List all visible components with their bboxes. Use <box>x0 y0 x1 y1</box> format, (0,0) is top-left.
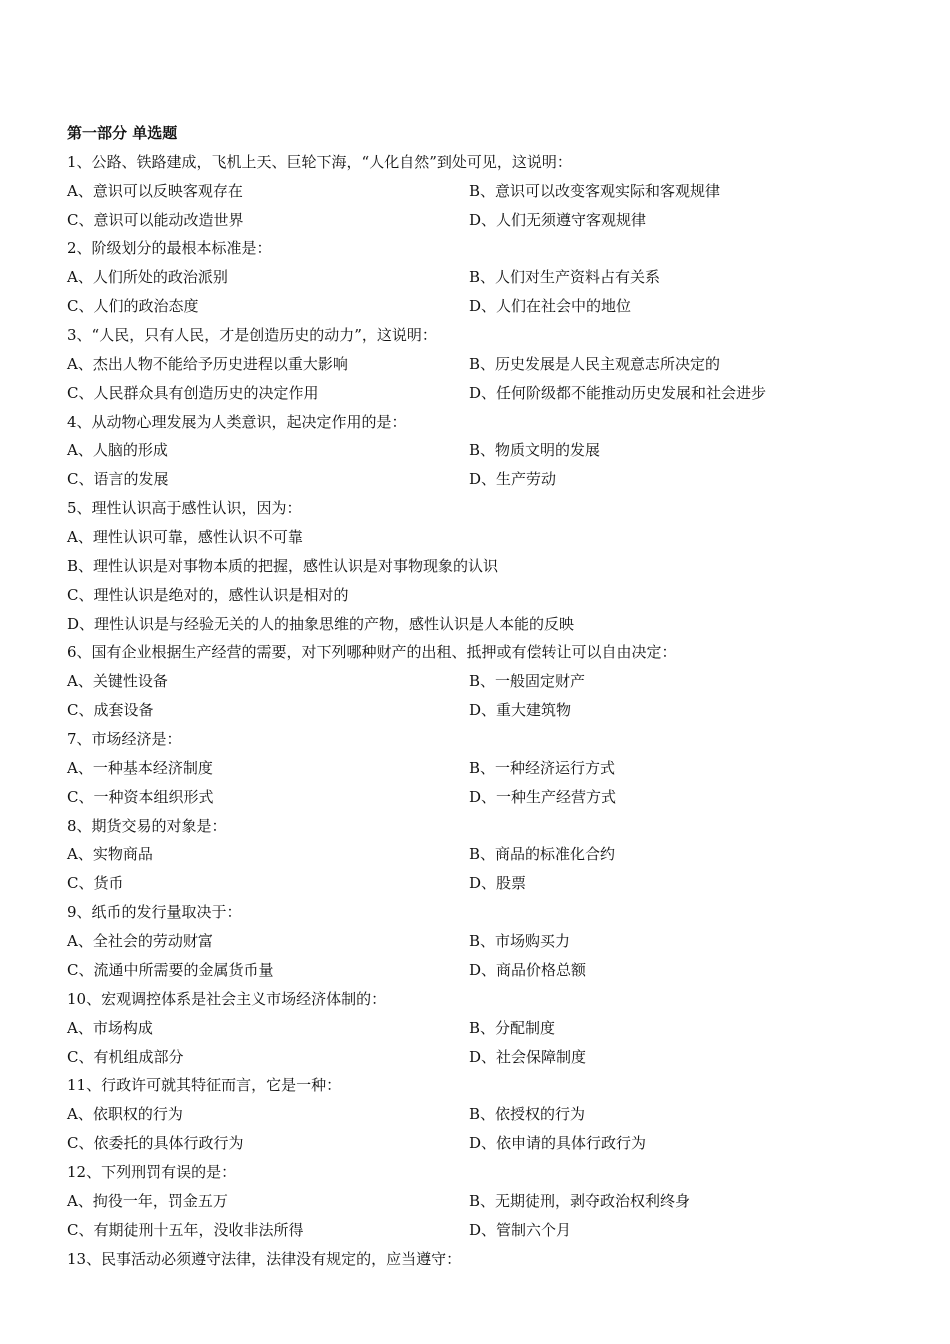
answer-option: A、依职权的行为 <box>67 1105 183 1124</box>
option-row <box>67 1043 887 1072</box>
option-row <box>67 840 887 869</box>
answer-option: B、物质文明的发展 <box>469 441 601 460</box>
question-stem: 6、国有企业根据生产经营的需要，对下列哪种财产的出租、抵押或有偿转让可以自由决定： <box>67 643 677 662</box>
answer-option: D、依申请的具体行政行为 <box>469 1134 647 1153</box>
answer-option: A、人们所处的政治派别 <box>67 268 228 287</box>
question-10 <box>67 985 887 1072</box>
answer-option: B、历史发展是人民主观意志所决定的 <box>469 354 721 373</box>
answer-option: B、一种经济运行方式 <box>469 758 616 777</box>
answer-option: C、货币 <box>67 874 124 893</box>
option-row <box>67 465 887 494</box>
question-stem: 12、下列刑罚有误的是： <box>67 1162 237 1181</box>
question-stem: 4、从动物心理发展为人类意识，起决定作用的是： <box>67 412 407 431</box>
answer-option: A、杰出人物不能给予历史进程以重大影响 <box>67 354 348 373</box>
answer-option: A、市场构成 <box>67 1018 153 1037</box>
question-stem: 13、民事活动必须遵守法律，法律没有规定的，应当遵守： <box>67 1249 462 1268</box>
question-stem: 2、阶级划分的最根本标准是： <box>67 239 272 258</box>
question-4 <box>67 408 887 495</box>
answer-option: A、理性认识可靠，感性认识不可靠 <box>67 528 303 547</box>
answer-option: C、一种资本组织形式 <box>67 787 214 806</box>
question-7 <box>67 725 887 812</box>
option-row <box>67 350 887 379</box>
answer-option: C、成套设备 <box>67 701 154 720</box>
option-row <box>67 379 887 408</box>
answer-option: C、意识可以能动改造世界 <box>67 210 244 229</box>
answer-option: D、商品价格总额 <box>469 960 587 979</box>
question-stem: 10、宏观调控体系是社会主义市场经济体制的： <box>67 989 387 1008</box>
option-row <box>67 263 887 292</box>
option-row <box>67 436 887 465</box>
answer-option: A、意识可以反映客观存在 <box>67 181 243 200</box>
answer-option: C、语言的发展 <box>67 470 169 489</box>
answer-option: B、理性认识是对事物本质的把握，感性认识是对事物现象的认识 <box>67 556 499 575</box>
question-11 <box>67 1071 887 1158</box>
answer-option: B、市场购买力 <box>469 932 571 951</box>
question-stem: 3、“人民，只有人民，才是创造历史的动力”，这说明： <box>67 326 437 345</box>
question-stem: 11、行政许可就其特征而言，它是一种： <box>67 1076 342 1095</box>
answer-option: C、理性认识是绝对的，感性认识是相对的 <box>67 585 349 604</box>
question-stem: 8、期货交易的对象是： <box>67 816 227 835</box>
answer-option: A、拘役一年，罚金五万 <box>67 1191 228 1210</box>
answer-option: C、有机组成部分 <box>67 1047 184 1066</box>
option-row <box>67 696 887 725</box>
answer-option: C、依委托的具体行政行为 <box>67 1134 244 1153</box>
document-body <box>67 119 887 1273</box>
answer-option: B、意识可以改变客观实际和客观规律 <box>469 181 721 200</box>
option-row <box>67 869 887 898</box>
answer-option: D、理性认识是与经验无关的人的抽象思维的产物，感性认识是人本能的反映 <box>67 614 575 633</box>
answer-option: D、管制六个月 <box>469 1220 572 1239</box>
question-2 <box>67 234 887 321</box>
question-list <box>67 148 887 1274</box>
answer-option: A、全社会的劳动财富 <box>67 932 213 951</box>
question-13 <box>67 1245 887 1274</box>
answer-option: B、商品的标准化合约 <box>469 845 616 864</box>
answer-option: C、有期徒刑十五年，没收非法所得 <box>67 1220 304 1239</box>
option-row <box>67 927 887 956</box>
option-row <box>67 1216 887 1245</box>
question-stem: 1、公路、铁路建成，飞机上天、巨轮下海，“人化自然”到处可见，这说明： <box>67 152 572 171</box>
answer-option: B、分配制度 <box>469 1018 556 1037</box>
option-row <box>67 1100 887 1129</box>
answer-option: A、人脑的形成 <box>67 441 168 460</box>
answer-option: D、一种生产经营方式 <box>469 787 617 806</box>
answer-option: C、流通中所需要的金属货币量 <box>67 960 274 979</box>
answer-option: D、人们在社会中的地位 <box>469 297 632 316</box>
option-row <box>67 177 887 206</box>
answer-option: D、股票 <box>469 874 527 893</box>
question-stem: 9、纸币的发行量取决于： <box>67 903 242 922</box>
answer-option: C、人们的政治态度 <box>67 297 199 316</box>
option-row <box>67 1187 887 1216</box>
question-8 <box>67 812 887 899</box>
answer-option: D、重大建筑物 <box>469 701 572 720</box>
option-row <box>67 1129 887 1158</box>
answer-option: B、人们对生产资料占有关系 <box>469 268 661 287</box>
answer-option: A、一种基本经济制度 <box>67 758 213 777</box>
question-1 <box>67 148 887 235</box>
question-6 <box>67 638 887 725</box>
answer-option: A、实物商品 <box>67 845 153 864</box>
answer-option: C、人民群众具有创造历史的决定作用 <box>67 383 319 402</box>
question-5 <box>67 494 887 638</box>
option-row <box>67 292 887 321</box>
option-row <box>67 206 887 235</box>
option-row <box>67 783 887 812</box>
answer-option: D、生产劳动 <box>469 470 557 489</box>
answer-option: B、依授权的行为 <box>469 1105 586 1124</box>
section-title: 第一部分 单选题 <box>67 124 178 142</box>
answer-option: D、人们无须遵守客观规律 <box>469 210 647 229</box>
answer-option: D、任何阶级都不能推动历史发展和社会进步 <box>469 383 767 402</box>
answer-option: A、关键性设备 <box>67 672 168 691</box>
answer-option: B、无期徒刑，剥夺政治权利终身 <box>469 1191 691 1210</box>
question-stem: 7、市场经济是： <box>67 730 182 749</box>
question-9 <box>67 898 887 985</box>
answer-option: B、一般固定财产 <box>469 672 586 691</box>
option-row <box>67 1014 887 1043</box>
question-stem: 5、理性认识高于感性认识，因为： <box>67 499 302 518</box>
answer-option: D、社会保障制度 <box>469 1047 587 1066</box>
option-row <box>67 754 887 783</box>
option-row <box>67 956 887 985</box>
option-row <box>67 667 887 696</box>
question-3 <box>67 321 887 408</box>
question-12 <box>67 1158 887 1245</box>
